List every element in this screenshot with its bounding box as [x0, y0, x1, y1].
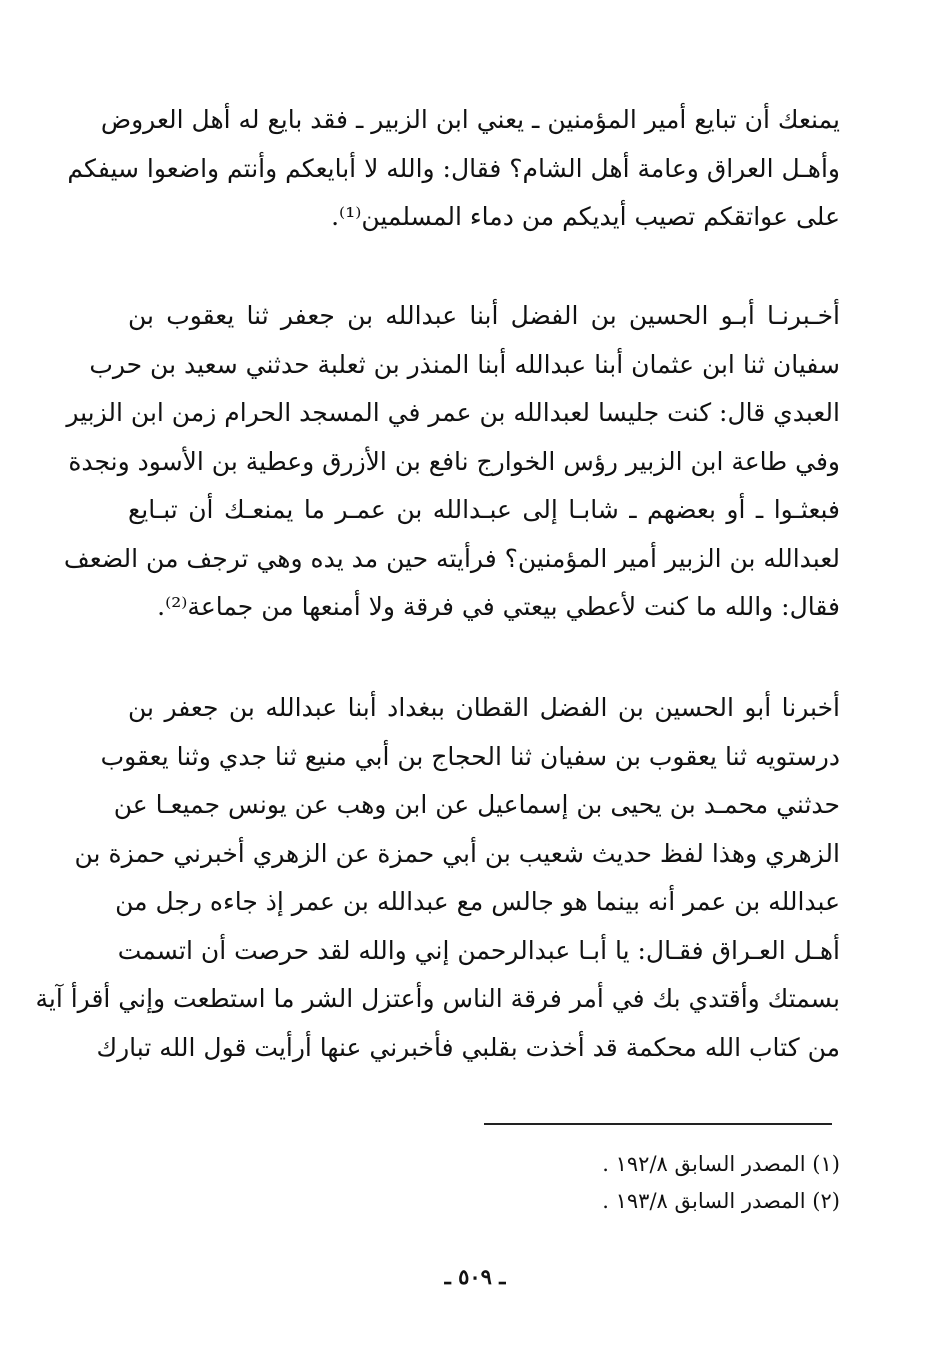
paragraph-2 [63, 292, 840, 632]
text-line: لعبدالله بن الزبير أمير المؤمنين؟ فرأيته حين مد يده وهي ترجف من الضعف [63, 543, 840, 573]
text-line: يمنعك أن تبايع أمير المؤمنين ـ يعني ابن الزبير ـ فقد بايع له أهل العروض [100, 105, 840, 134]
text-line: عبدالله بن عمر أنه بينما هو جالس مع عبدالله بن عمر إذ جاءه رجل من [115, 887, 840, 916]
text-line: فبعثـوا ـ أو بعضهم ـ شابـا إلى عبـدالله بن عمـر ما يمنعـك أن تبـايع [128, 495, 840, 524]
text-line: حدثني محمـد بن يحيى بن إسماعيل عن ابن وهب عن يونس جميعـا عن [113, 790, 840, 819]
text-line: درستويه ثنا يعقوب بن سفيان ثنا الحجاج بن أبي منيع ثنا جدي وثنا يعقوب [100, 741, 840, 771]
text-line: سفيان ثنا ابن عثمان أبنا عبدالله أبنا المنذر بن ثعلبة حدثني سعيد بن حرب [89, 349, 840, 379]
text-line: فقال: والله ما كنت لأعطي بيعتي في فرقة ولا أمنعها من جماعة⁽²⁾. [157, 592, 840, 621]
page-number: ـ ٥٠٩ ـ [444, 1264, 506, 1289]
paragraph-3 [35, 684, 840, 1072]
text-line: العبدي قال: كنت جليسا لعبدالله بن عمر في المسجد الحرام زمن ابن الزبير [66, 398, 840, 427]
text-line: أخـبرنـا أبـو الحسين بن الفضل أبنا عبدالله بن جعفر ثنا يعقوب بن [128, 301, 840, 330]
text-line: على عواتقكم تصيب أيديكم من دماء المسلمين⁽¹⁾. [331, 202, 840, 231]
footnote-2: (٢) المصدر السابق ١٩٣/٨ . [602, 1189, 840, 1213]
paragraph-1 [67, 96, 840, 242]
text-line: وفي طاعة ابن الزبير رؤس الخوارج نافع بن الأزرق وعطية بن الأسود ونجدة [68, 446, 840, 476]
text-line: الزهري وهذا لفظ حديث شعيب بن أبي حمزة عن الزهري أخبرني حمزة بن [74, 838, 840, 868]
footnote-1: (١) المصدر السابق ١٩٢/٨ . [602, 1152, 840, 1176]
text-line: من كتاب الله محكمة قد أخذت بقلبي فأخبرني عنها أرأيت قول الله تبارك [96, 1032, 840, 1062]
text-line: بسمتك وأقتدي بك في أمر فرقة الناس وأعتزل الشر ما استطعت وإني أقرأ آية [35, 984, 840, 1013]
text-line: أخبرنا أبو الحسين بن الفضل القطان ببغداد أبنا عبدالله بن جعفر بن [128, 693, 840, 722]
text-line: وأهـل العراق وعامة أهل الشام؟ فقال: والله لا أبايعكم وأنتم واضعوا سيفكم [67, 153, 840, 183]
footnote-divider [484, 1123, 832, 1125]
text-line: أهـل العـراق فقـال: يا أبـا عبدالرحمن إني والله لقد حرصت أن اتسمت [117, 935, 840, 965]
footnotes [480, 1146, 840, 1220]
